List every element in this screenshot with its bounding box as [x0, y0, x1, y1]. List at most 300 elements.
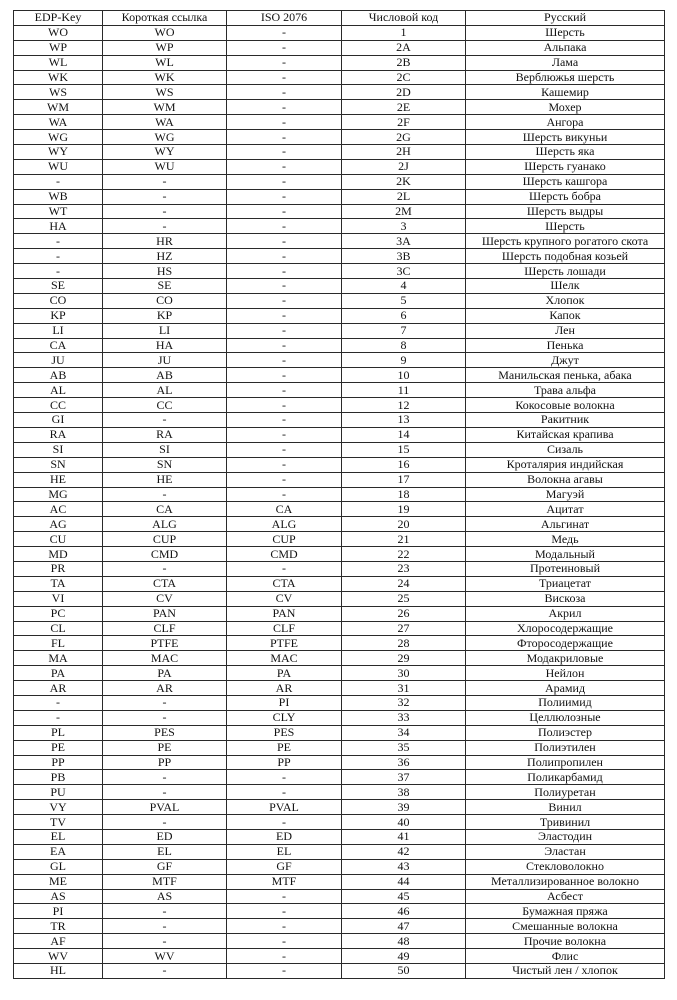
- cell-short-ref: AB: [103, 368, 227, 383]
- cell-edp-key: WU: [14, 159, 103, 174]
- cell-russian: Металлизированное волокно: [466, 874, 665, 889]
- cell-short-ref: CA: [103, 502, 227, 517]
- cell-russian: Альпака: [466, 40, 665, 55]
- cell-iso-2076: -: [227, 964, 342, 979]
- cell-iso-2076: -: [227, 25, 342, 40]
- cell-iso-2076: -: [227, 100, 342, 115]
- table-row: [14, 874, 665, 889]
- table-row: [14, 234, 665, 249]
- table-row: [14, 710, 665, 725]
- cell-numeric-code: 50: [342, 964, 466, 979]
- cell-iso-2076: PES: [227, 725, 342, 740]
- cell-russian: Арамид: [466, 681, 665, 696]
- cell-numeric-code: 44: [342, 874, 466, 889]
- cell-edp-key: WK: [14, 70, 103, 85]
- table-row: [14, 159, 665, 174]
- cell-numeric-code: 48: [342, 934, 466, 949]
- cell-iso-2076: -: [227, 115, 342, 130]
- cell-numeric-code: 3: [342, 219, 466, 234]
- cell-russian: Эластан: [466, 844, 665, 859]
- cell-iso-2076: PA: [227, 666, 342, 681]
- table-row: [14, 70, 665, 85]
- cell-edp-key: AL: [14, 383, 103, 398]
- cell-iso-2076: CUP: [227, 532, 342, 547]
- cell-iso-2076: PAN: [227, 606, 342, 621]
- cell-numeric-code: 33: [342, 710, 466, 725]
- cell-short-ref: -: [103, 487, 227, 502]
- cell-iso-2076: -: [227, 442, 342, 457]
- cell-russian: Лама: [466, 55, 665, 70]
- cell-iso-2076: -: [227, 40, 342, 55]
- cell-iso-2076: -: [227, 904, 342, 919]
- cell-russian: Протеиновый: [466, 561, 665, 576]
- cell-short-ref: HS: [103, 264, 227, 279]
- cell-short-ref: HA: [103, 338, 227, 353]
- cell-numeric-code: 22: [342, 547, 466, 562]
- cell-edp-key: HL: [14, 964, 103, 979]
- cell-russian: Прочие волокна: [466, 934, 665, 949]
- column-header-short-ref: Короткая ссылка: [103, 11, 227, 26]
- cell-short-ref: WK: [103, 70, 227, 85]
- cell-iso-2076: CV: [227, 591, 342, 606]
- table-row: [14, 800, 665, 815]
- table-row: [14, 844, 665, 859]
- cell-edp-key: WT: [14, 204, 103, 219]
- cell-edp-key: AC: [14, 502, 103, 517]
- cell-edp-key: SN: [14, 457, 103, 472]
- cell-edp-key: HA: [14, 219, 103, 234]
- cell-edp-key: CA: [14, 338, 103, 353]
- cell-russian: Джут: [466, 353, 665, 368]
- cell-iso-2076: EL: [227, 844, 342, 859]
- cell-short-ref: -: [103, 785, 227, 800]
- cell-short-ref: KP: [103, 308, 227, 323]
- table-row: [14, 532, 665, 547]
- cell-short-ref: PA: [103, 666, 227, 681]
- cell-short-ref: CUP: [103, 532, 227, 547]
- cell-short-ref: AS: [103, 889, 227, 904]
- cell-russian: Модакриловые: [466, 651, 665, 666]
- cell-short-ref: GF: [103, 859, 227, 874]
- cell-numeric-code: 2G: [342, 130, 466, 145]
- column-header-iso-2076: ISO 2076: [227, 11, 342, 26]
- cell-russian: Полиэстер: [466, 725, 665, 740]
- cell-iso-2076: -: [227, 219, 342, 234]
- cell-iso-2076: GF: [227, 859, 342, 874]
- cell-short-ref: -: [103, 174, 227, 189]
- cell-edp-key: EA: [14, 844, 103, 859]
- table-row: [14, 115, 665, 130]
- cell-edp-key: PP: [14, 755, 103, 770]
- cell-russian: Вискоза: [466, 591, 665, 606]
- cell-numeric-code: 21: [342, 532, 466, 547]
- cell-edp-key: -: [14, 174, 103, 189]
- cell-russian: Лен: [466, 323, 665, 338]
- cell-russian: Асбест: [466, 889, 665, 904]
- cell-numeric-code: 42: [342, 844, 466, 859]
- cell-edp-key: MG: [14, 487, 103, 502]
- cell-iso-2076: ALG: [227, 517, 342, 532]
- table-row: [14, 666, 665, 681]
- cell-numeric-code: 2A: [342, 40, 466, 55]
- cell-edp-key: JU: [14, 353, 103, 368]
- cell-iso-2076: -: [227, 353, 342, 368]
- cell-numeric-code: 13: [342, 413, 466, 428]
- cell-iso-2076: CLY: [227, 710, 342, 725]
- cell-russian: Бумажная пряжа: [466, 904, 665, 919]
- table-row: [14, 904, 665, 919]
- cell-numeric-code: 1: [342, 25, 466, 40]
- cell-short-ref: -: [103, 219, 227, 234]
- cell-iso-2076: -: [227, 368, 342, 383]
- cell-edp-key: WV: [14, 949, 103, 964]
- cell-short-ref: WA: [103, 115, 227, 130]
- table-row: [14, 323, 665, 338]
- cell-russian: Флис: [466, 949, 665, 964]
- cell-edp-key: PA: [14, 666, 103, 681]
- cell-iso-2076: -: [227, 398, 342, 413]
- table-row: [14, 219, 665, 234]
- cell-iso-2076: -: [227, 427, 342, 442]
- cell-numeric-code: 12: [342, 398, 466, 413]
- cell-russian: Модальный: [466, 547, 665, 562]
- cell-short-ref: LI: [103, 323, 227, 338]
- cell-edp-key: PI: [14, 904, 103, 919]
- cell-edp-key: AF: [14, 934, 103, 949]
- cell-short-ref: WS: [103, 85, 227, 100]
- cell-russian: Китайская крапива: [466, 427, 665, 442]
- cell-russian: Верблюжья шерсть: [466, 70, 665, 85]
- cell-numeric-code: 2D: [342, 85, 466, 100]
- cell-edp-key: AS: [14, 889, 103, 904]
- cell-russian: Шерсть гуанако: [466, 159, 665, 174]
- table-row: [14, 338, 665, 353]
- cell-short-ref: WL: [103, 55, 227, 70]
- cell-numeric-code: 8: [342, 338, 466, 353]
- cell-short-ref: -: [103, 904, 227, 919]
- cell-edp-key: LI: [14, 323, 103, 338]
- table-body: [14, 25, 665, 978]
- table-row: [14, 413, 665, 428]
- cell-russian: Шерсть подобная козьей: [466, 249, 665, 264]
- cell-russian: Кашемир: [466, 85, 665, 100]
- cell-edp-key: PU: [14, 785, 103, 800]
- cell-iso-2076: PI: [227, 695, 342, 710]
- table-row: [14, 517, 665, 532]
- column-header-numeric-code: Числовой код: [342, 11, 466, 26]
- cell-numeric-code: 16: [342, 457, 466, 472]
- cell-russian: Нейлон: [466, 666, 665, 681]
- cell-iso-2076: CLF: [227, 621, 342, 636]
- cell-iso-2076: -: [227, 264, 342, 279]
- cell-edp-key: AR: [14, 681, 103, 696]
- cell-numeric-code: 25: [342, 591, 466, 606]
- table-row: [14, 740, 665, 755]
- table-row: [14, 40, 665, 55]
- cell-russian: Чистый лен / хлопок: [466, 964, 665, 979]
- cell-edp-key: WA: [14, 115, 103, 130]
- cell-edp-key: GL: [14, 859, 103, 874]
- cell-edp-key: VY: [14, 800, 103, 815]
- cell-edp-key: -: [14, 710, 103, 725]
- table-row: [14, 651, 665, 666]
- cell-short-ref: PTFE: [103, 636, 227, 651]
- cell-short-ref: WV: [103, 949, 227, 964]
- cell-russian: Эластодин: [466, 829, 665, 844]
- cell-russian: Шелк: [466, 279, 665, 294]
- table-row: [14, 279, 665, 294]
- cell-edp-key: PE: [14, 740, 103, 755]
- table-row: [14, 457, 665, 472]
- cell-numeric-code: 17: [342, 472, 466, 487]
- cell-short-ref: CV: [103, 591, 227, 606]
- cell-edp-key: MA: [14, 651, 103, 666]
- cell-iso-2076: CTA: [227, 576, 342, 591]
- cell-short-ref: PAN: [103, 606, 227, 621]
- cell-russian: Сизаль: [466, 442, 665, 457]
- cell-numeric-code: 41: [342, 829, 466, 844]
- cell-russian: Поликарбамид: [466, 770, 665, 785]
- table-row: [14, 547, 665, 562]
- cell-numeric-code: 5: [342, 293, 466, 308]
- cell-russian: Трава альфа: [466, 383, 665, 398]
- cell-edp-key: KP: [14, 308, 103, 323]
- cell-numeric-code: 29: [342, 651, 466, 666]
- cell-short-ref: CTA: [103, 576, 227, 591]
- cell-russian: Ацитат: [466, 502, 665, 517]
- cell-numeric-code: 3A: [342, 234, 466, 249]
- cell-iso-2076: -: [227, 889, 342, 904]
- cell-short-ref: PES: [103, 725, 227, 740]
- cell-iso-2076: PVAL: [227, 800, 342, 815]
- cell-numeric-code: 10: [342, 368, 466, 383]
- table-row: [14, 174, 665, 189]
- cell-edp-key: -: [14, 234, 103, 249]
- cell-numeric-code: 11: [342, 383, 466, 398]
- cell-edp-key: WG: [14, 130, 103, 145]
- cell-short-ref: -: [103, 934, 227, 949]
- cell-short-ref: -: [103, 815, 227, 830]
- table-row: [14, 964, 665, 979]
- cell-short-ref: WO: [103, 25, 227, 40]
- cell-edp-key: HE: [14, 472, 103, 487]
- cell-numeric-code: 2E: [342, 100, 466, 115]
- cell-russian: Хлоросодержащие: [466, 621, 665, 636]
- cell-edp-key: -: [14, 264, 103, 279]
- cell-numeric-code: 20: [342, 517, 466, 532]
- cell-numeric-code: 47: [342, 919, 466, 934]
- cell-iso-2076: ED: [227, 829, 342, 844]
- cell-short-ref: WP: [103, 40, 227, 55]
- cell-edp-key: ME: [14, 874, 103, 889]
- cell-iso-2076: CA: [227, 502, 342, 517]
- cell-russian: Манильская пенька, абака: [466, 368, 665, 383]
- column-header-edp-key: EDP-Key: [14, 11, 103, 26]
- cell-numeric-code: 2C: [342, 70, 466, 85]
- cell-edp-key: WP: [14, 40, 103, 55]
- table-row: [14, 487, 665, 502]
- document-page: [13, 10, 664, 979]
- cell-russian: Волокна агавы: [466, 472, 665, 487]
- cell-iso-2076: -: [227, 413, 342, 428]
- table-row: [14, 353, 665, 368]
- table-row: [14, 502, 665, 517]
- cell-russian: Полиуретан: [466, 785, 665, 800]
- table-row: [14, 591, 665, 606]
- cell-edp-key: GI: [14, 413, 103, 428]
- cell-iso-2076: -: [227, 279, 342, 294]
- cell-numeric-code: 19: [342, 502, 466, 517]
- cell-russian: Шерсть кашгора: [466, 174, 665, 189]
- cell-iso-2076: -: [227, 934, 342, 949]
- cell-russian: Шерсть: [466, 219, 665, 234]
- cell-russian: Шерсть крупного рогатого скота: [466, 234, 665, 249]
- cell-iso-2076: -: [227, 770, 342, 785]
- cell-edp-key: WO: [14, 25, 103, 40]
- cell-numeric-code: 31: [342, 681, 466, 696]
- table-row: [14, 383, 665, 398]
- cell-russian: Альгинат: [466, 517, 665, 532]
- cell-edp-key: TV: [14, 815, 103, 830]
- cell-numeric-code: 2B: [342, 55, 466, 70]
- cell-short-ref: AL: [103, 383, 227, 398]
- cell-numeric-code: 2F: [342, 115, 466, 130]
- cell-edp-key: TA: [14, 576, 103, 591]
- cell-russian: Шерсть бобра: [466, 189, 665, 204]
- cell-edp-key: WS: [14, 85, 103, 100]
- cell-edp-key: CU: [14, 532, 103, 547]
- cell-short-ref: JU: [103, 353, 227, 368]
- cell-iso-2076: -: [227, 815, 342, 830]
- cell-russian: Винил: [466, 800, 665, 815]
- cell-edp-key: CO: [14, 293, 103, 308]
- cell-numeric-code: 43: [342, 859, 466, 874]
- cell-edp-key: VI: [14, 591, 103, 606]
- cell-russian: Смешанные волокна: [466, 919, 665, 934]
- cell-numeric-code: 32: [342, 695, 466, 710]
- table-row: [14, 293, 665, 308]
- table-row: [14, 621, 665, 636]
- cell-short-ref: WU: [103, 159, 227, 174]
- cell-russian: Медь: [466, 532, 665, 547]
- cell-iso-2076: -: [227, 383, 342, 398]
- cell-iso-2076: -: [227, 561, 342, 576]
- cell-russian: Шерсть яка: [466, 145, 665, 160]
- cell-russian: Магуэй: [466, 487, 665, 502]
- cell-iso-2076: MAC: [227, 651, 342, 666]
- cell-short-ref: -: [103, 770, 227, 785]
- table-row: [14, 755, 665, 770]
- cell-short-ref: PVAL: [103, 800, 227, 815]
- table-row: [14, 859, 665, 874]
- cell-short-ref: PP: [103, 755, 227, 770]
- cell-numeric-code: 3C: [342, 264, 466, 279]
- cell-edp-key: TR: [14, 919, 103, 934]
- cell-iso-2076: PP: [227, 755, 342, 770]
- table-row: [14, 145, 665, 160]
- cell-short-ref: CO: [103, 293, 227, 308]
- cell-numeric-code: 2H: [342, 145, 466, 160]
- table-row: [14, 368, 665, 383]
- cell-short-ref: WG: [103, 130, 227, 145]
- table-row: [14, 695, 665, 710]
- cell-numeric-code: 24: [342, 576, 466, 591]
- cell-iso-2076: -: [227, 949, 342, 964]
- cell-short-ref: -: [103, 561, 227, 576]
- cell-edp-key: CC: [14, 398, 103, 413]
- table-row: [14, 442, 665, 457]
- table-row: [14, 681, 665, 696]
- cell-iso-2076: -: [227, 85, 342, 100]
- cell-edp-key: WM: [14, 100, 103, 115]
- table-row: [14, 472, 665, 487]
- cell-numeric-code: 9: [342, 353, 466, 368]
- cell-edp-key: -: [14, 695, 103, 710]
- cell-edp-key: PC: [14, 606, 103, 621]
- column-header-russian: Русский: [466, 11, 665, 26]
- cell-short-ref: CMD: [103, 547, 227, 562]
- cell-russian: Шерсть выдры: [466, 204, 665, 219]
- cell-russian: Акрил: [466, 606, 665, 621]
- table-row: [14, 398, 665, 413]
- cell-short-ref: MAC: [103, 651, 227, 666]
- cell-iso-2076: -: [227, 130, 342, 145]
- cell-short-ref: -: [103, 695, 227, 710]
- cell-iso-2076: -: [227, 204, 342, 219]
- cell-short-ref: -: [103, 964, 227, 979]
- cell-numeric-code: 2L: [342, 189, 466, 204]
- cell-edp-key: PR: [14, 561, 103, 576]
- cell-numeric-code: 3B: [342, 249, 466, 264]
- cell-edp-key: RA: [14, 427, 103, 442]
- cell-russian: Шерсть лошади: [466, 264, 665, 279]
- table-row: [14, 204, 665, 219]
- cell-numeric-code: 37: [342, 770, 466, 785]
- cell-iso-2076: -: [227, 338, 342, 353]
- table-row: [14, 770, 665, 785]
- table-row: [14, 815, 665, 830]
- cell-russian: Полипропилен: [466, 755, 665, 770]
- cell-edp-key: -: [14, 249, 103, 264]
- cell-short-ref: RA: [103, 427, 227, 442]
- cell-short-ref: -: [103, 919, 227, 934]
- cell-edp-key: PL: [14, 725, 103, 740]
- cell-iso-2076: -: [227, 55, 342, 70]
- cell-edp-key: WY: [14, 145, 103, 160]
- cell-numeric-code: 34: [342, 725, 466, 740]
- cell-russian: Целлюлозные: [466, 710, 665, 725]
- cell-numeric-code: 36: [342, 755, 466, 770]
- cell-numeric-code: 27: [342, 621, 466, 636]
- cell-russian: Стекловолокно: [466, 859, 665, 874]
- cell-short-ref: SE: [103, 279, 227, 294]
- table-row: [14, 934, 665, 949]
- cell-iso-2076: -: [227, 293, 342, 308]
- table-row: [14, 55, 665, 70]
- cell-iso-2076: MTF: [227, 874, 342, 889]
- cell-edp-key: MD: [14, 547, 103, 562]
- cell-iso-2076: PE: [227, 740, 342, 755]
- cell-short-ref: PE: [103, 740, 227, 755]
- cell-short-ref: -: [103, 189, 227, 204]
- cell-russian: Хлопок: [466, 293, 665, 308]
- table-row: [14, 100, 665, 115]
- cell-iso-2076: -: [227, 323, 342, 338]
- cell-iso-2076: -: [227, 785, 342, 800]
- cell-russian: Шерсть викуньи: [466, 130, 665, 145]
- cell-short-ref: HR: [103, 234, 227, 249]
- table-row: [14, 189, 665, 204]
